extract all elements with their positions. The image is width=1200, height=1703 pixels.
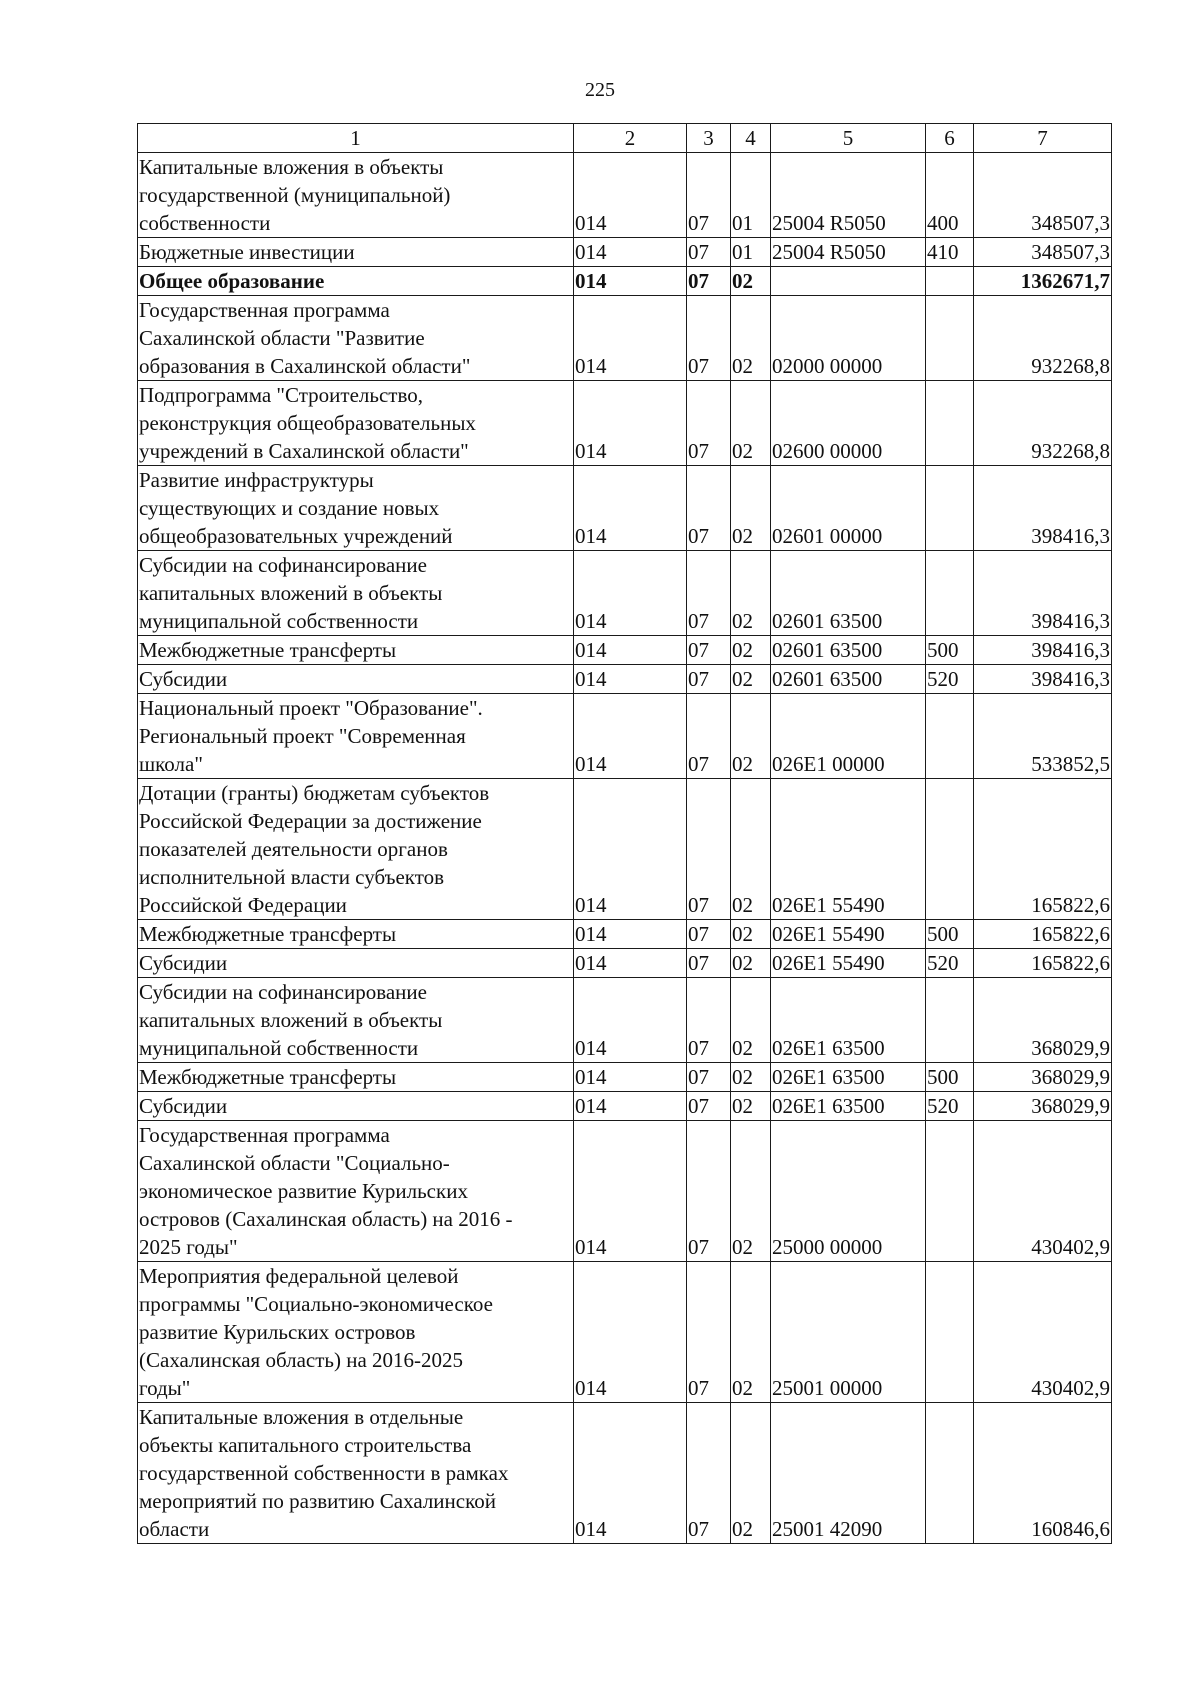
- expense-type-code: [926, 551, 974, 636]
- budget-table: [137, 123, 1112, 1544]
- subsection-code: 02: [731, 1063, 771, 1092]
- subsection-code: 02: [731, 665, 771, 694]
- expense-type-code: 520: [926, 949, 974, 978]
- expense-type-code: [926, 296, 974, 381]
- table-row: [138, 1092, 1112, 1121]
- section-code: 07: [687, 920, 731, 949]
- ministry-code: 014: [574, 1262, 687, 1403]
- item-name: Субсидии: [138, 949, 574, 978]
- ministry-code: 014: [574, 978, 687, 1063]
- page-number: 225: [585, 79, 615, 101]
- ministry-code: 014: [574, 1063, 687, 1092]
- subsection-code: 02: [731, 920, 771, 949]
- section-code: 07: [687, 978, 731, 1063]
- table-row: [138, 551, 1112, 636]
- table-row: [138, 267, 1112, 296]
- table-row: [138, 238, 1112, 267]
- ministry-code: 014: [574, 296, 687, 381]
- subsection-code: 02: [731, 381, 771, 466]
- subsection-code: 02: [731, 636, 771, 665]
- section-code: 07: [687, 636, 731, 665]
- expense-type-code: [926, 1121, 974, 1262]
- target-article-code: 25004 R5050: [771, 153, 926, 238]
- section-code: 07: [687, 238, 731, 267]
- column-header-1: 1: [138, 124, 574, 153]
- target-article-code: 25000 00000: [771, 1121, 926, 1262]
- ministry-code: 014: [574, 153, 687, 238]
- table-row: [138, 1063, 1112, 1092]
- subsection-code: 02: [731, 551, 771, 636]
- table-body: [138, 153, 1112, 1544]
- column-header-6: 6: [926, 124, 974, 153]
- amount: 348507,3: [974, 153, 1112, 238]
- subsection-code: 01: [731, 238, 771, 267]
- target-article-code: 026E1 00000: [771, 694, 926, 779]
- target-article-code: 02601 63500: [771, 636, 926, 665]
- table-row: [138, 153, 1112, 238]
- amount: 368029,9: [974, 978, 1112, 1063]
- subsection-code: 02: [731, 1121, 771, 1262]
- item-name: Дотации (гранты) бюджетам субъектов Российской Федерации за достижение показателей деятельности органов исполнительной власти субъектов Российской Федерации: [138, 779, 574, 920]
- amount: 398416,3: [974, 665, 1112, 694]
- item-name: Субсидии: [138, 1092, 574, 1121]
- table-row: [138, 1121, 1112, 1262]
- target-article-code: 026E1 55490: [771, 920, 926, 949]
- amount: 1362671,7: [974, 267, 1112, 296]
- target-article-code: 02601 63500: [771, 551, 926, 636]
- section-code: 07: [687, 779, 731, 920]
- expense-type-code: [926, 381, 974, 466]
- target-article-code: 026E1 63500: [771, 1092, 926, 1121]
- item-name: Национальный проект "Образование". Региональный проект "Современная школа": [138, 694, 574, 779]
- section-code: 07: [687, 665, 731, 694]
- expense-type-code: 500: [926, 920, 974, 949]
- amount: 165822,6: [974, 949, 1112, 978]
- section-code: 07: [687, 1121, 731, 1262]
- table-row: [138, 949, 1112, 978]
- table-row: [138, 694, 1112, 779]
- ministry-code: 014: [574, 1092, 687, 1121]
- amount: 348507,3: [974, 238, 1112, 267]
- section-code: 07: [687, 1262, 731, 1403]
- expense-type-code: [926, 1403, 974, 1544]
- column-header-3: 3: [687, 124, 731, 153]
- ministry-code: 014: [574, 1403, 687, 1544]
- section-code: 07: [687, 551, 731, 636]
- target-article-code: 02601 00000: [771, 466, 926, 551]
- ministry-code: 014: [574, 238, 687, 267]
- table-row: [138, 466, 1112, 551]
- amount: 430402,9: [974, 1262, 1112, 1403]
- section-code: 07: [687, 296, 731, 381]
- section-code: 07: [687, 153, 731, 238]
- item-name: Общее образование: [138, 267, 574, 296]
- table-row: [138, 779, 1112, 920]
- table-row: [138, 1403, 1112, 1544]
- item-name: Подпрограмма "Строительство, реконструкция общеобразовательных учреждений в Сахалинской области": [138, 381, 574, 466]
- amount: 165822,6: [974, 920, 1112, 949]
- item-name: Межбюджетные трансферты: [138, 636, 574, 665]
- target-article-code: 02601 63500: [771, 665, 926, 694]
- target-article-code: 25001 00000: [771, 1262, 926, 1403]
- amount: 932268,8: [974, 381, 1112, 466]
- table-row: [138, 296, 1112, 381]
- expense-type-code: 520: [926, 1092, 974, 1121]
- amount: 165822,6: [974, 779, 1112, 920]
- item-name: Капитальные вложения в отдельные объекты капитального строительства государственной собственности в рамках мероприятий по развитию Сахалинской области: [138, 1403, 574, 1544]
- subsection-code: 02: [731, 267, 771, 296]
- expense-type-code: [926, 779, 974, 920]
- ministry-code: 014: [574, 665, 687, 694]
- expense-type-code: 500: [926, 1063, 974, 1092]
- expense-type-code: [926, 694, 974, 779]
- amount: 533852,5: [974, 694, 1112, 779]
- target-article-code: 25004 R5050: [771, 238, 926, 267]
- table-row: [138, 978, 1112, 1063]
- target-article-code: 026E1 63500: [771, 1063, 926, 1092]
- ministry-code: 014: [574, 949, 687, 978]
- amount: 932268,8: [974, 296, 1112, 381]
- subsection-code: 02: [731, 949, 771, 978]
- amount: 368029,9: [974, 1092, 1112, 1121]
- item-name: Капитальные вложения в объекты государственной (муниципальной) собственности: [138, 153, 574, 238]
- expense-type-code: 400: [926, 153, 974, 238]
- ministry-code: 014: [574, 551, 687, 636]
- expense-type-code: [926, 1262, 974, 1403]
- subsection-code: 02: [731, 1092, 771, 1121]
- section-code: 07: [687, 694, 731, 779]
- subsection-code: 01: [731, 153, 771, 238]
- section-code: 07: [687, 267, 731, 296]
- subsection-code: 02: [731, 978, 771, 1063]
- item-name: Субсидии на софинансирование капитальных вложений в объекты муниципальной собственности: [138, 551, 574, 636]
- amount: 398416,3: [974, 636, 1112, 665]
- item-name: Межбюджетные трансферты: [138, 1063, 574, 1092]
- column-header-7: 7: [974, 124, 1112, 153]
- header-row: [138, 124, 1112, 153]
- section-code: 07: [687, 949, 731, 978]
- item-name: Государственная программа Сахалинской области "Развитие образования в Сахалинской области": [138, 296, 574, 381]
- amount: 160846,6: [974, 1403, 1112, 1544]
- ministry-code: 014: [574, 636, 687, 665]
- subsection-code: 02: [731, 1262, 771, 1403]
- table-row: [138, 665, 1112, 694]
- item-name: Субсидии: [138, 665, 574, 694]
- table-row: [138, 920, 1112, 949]
- expense-type-code: [926, 466, 974, 551]
- table-row: [138, 1262, 1112, 1403]
- section-code: 07: [687, 1403, 731, 1544]
- subsection-code: 02: [731, 1403, 771, 1544]
- subsection-code: 02: [731, 779, 771, 920]
- subsection-code: 02: [731, 296, 771, 381]
- item-name: Бюджетные инвестиции: [138, 238, 574, 267]
- section-code: 07: [687, 1063, 731, 1092]
- item-name: Мероприятия федеральной целевой программы "Социально-экономическое развитие Курильских островов (Сахалинская область) на 2016-2025 годы": [138, 1262, 574, 1403]
- expense-type-code: [926, 267, 974, 296]
- table-row: [138, 381, 1112, 466]
- expense-type-code: [926, 978, 974, 1063]
- ministry-code: 014: [574, 694, 687, 779]
- amount: 368029,9: [974, 1063, 1112, 1092]
- target-article-code: 02600 00000: [771, 381, 926, 466]
- ministry-code: 014: [574, 381, 687, 466]
- subsection-code: 02: [731, 694, 771, 779]
- item-name: Развитие инфраструктуры существующих и создание новых общеобразовательных учреждений: [138, 466, 574, 551]
- ministry-code: 014: [574, 920, 687, 949]
- expense-type-code: 500: [926, 636, 974, 665]
- target-article-code: 026E1 55490: [771, 949, 926, 978]
- item-name: Межбюджетные трансферты: [138, 920, 574, 949]
- section-code: 07: [687, 1092, 731, 1121]
- table-row: [138, 636, 1112, 665]
- ministry-code: 014: [574, 466, 687, 551]
- target-article-code: 026E1 63500: [771, 978, 926, 1063]
- expense-type-code: 410: [926, 238, 974, 267]
- item-name: Государственная программа Сахалинской области "Социально- экономическое развитие Курильских островов (Сахалинская область) на 2016 - 2025 годы": [138, 1121, 574, 1262]
- ministry-code: 014: [574, 267, 687, 296]
- section-code: 07: [687, 466, 731, 551]
- column-header-5: 5: [771, 124, 926, 153]
- table-header: [138, 124, 1112, 153]
- item-name: Субсидии на софинансирование капитальных вложений в объекты муниципальной собственности: [138, 978, 574, 1063]
- amount: 430402,9: [974, 1121, 1112, 1262]
- target-article-code: 026E1 55490: [771, 779, 926, 920]
- expense-type-code: 520: [926, 665, 974, 694]
- column-header-4: 4: [731, 124, 771, 153]
- amount: 398416,3: [974, 466, 1112, 551]
- ministry-code: 014: [574, 779, 687, 920]
- column-header-2: 2: [574, 124, 687, 153]
- target-article-code: 02000 00000: [771, 296, 926, 381]
- subsection-code: 02: [731, 466, 771, 551]
- amount: 398416,3: [974, 551, 1112, 636]
- ministry-code: 014: [574, 1121, 687, 1262]
- target-article-code: [771, 267, 926, 296]
- section-code: 07: [687, 381, 731, 466]
- target-article-code: 25001 42090: [771, 1403, 926, 1544]
